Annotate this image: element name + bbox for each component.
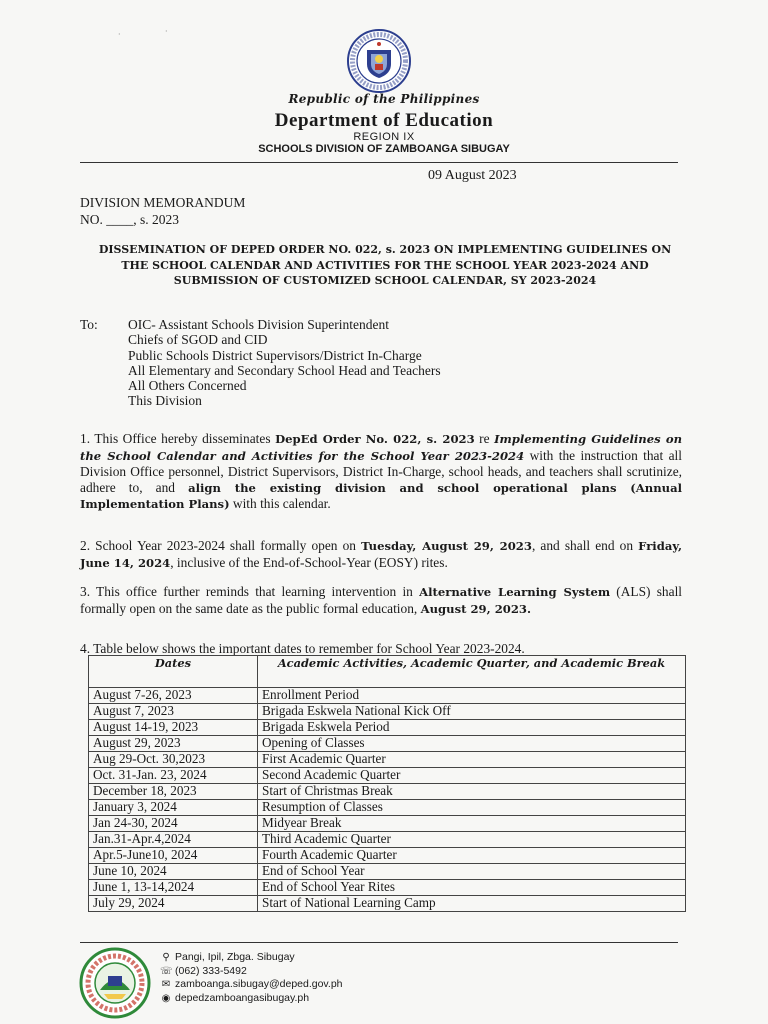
table-row (89, 720, 686, 736)
date-cell: Oct. 31-Jan. 23, 2024 (89, 768, 258, 784)
header-divider (80, 162, 678, 163)
paragraph-text: This office further reminds that learning intervention in (96, 584, 420, 599)
recipient-list (128, 317, 441, 409)
paragraph-number: 3. (80, 584, 91, 599)
table-row (89, 832, 686, 848)
activity-cell: End of School Year Rites (258, 880, 686, 896)
paragraph-text: School Year 2023-2024 shall formally open on (95, 538, 362, 553)
division-logo-icon (78, 946, 152, 1020)
division-heading: SCHOOLS DIVISION OF ZAMBOANGA SIBUGAY (258, 143, 510, 155)
table-header-row (89, 656, 686, 688)
activity-cell: Midyear Break (258, 816, 686, 832)
table-row (89, 784, 686, 800)
paragraph-text: with this calendar. (229, 496, 331, 511)
activity-cell: Resumption of Classes (258, 800, 686, 816)
table-row (89, 688, 686, 704)
telephone-icon: ☏ (160, 965, 173, 977)
paragraph-text: , inclusive of the End-of-School-Year (EOSY) rites. (170, 554, 448, 570)
location-pin-icon: ⚲ (162, 952, 170, 963)
region-heading: REGION IX (353, 131, 415, 143)
date-cell: January 3, 2024 (89, 800, 258, 816)
paragraph-number: 1. (80, 431, 91, 446)
globe-icon: ◉ (161, 992, 171, 1004)
memo-number: NO. ____, s. 2023 (80, 212, 180, 227)
table-row (89, 880, 686, 896)
recipient-item: All Others Concerned (128, 378, 247, 394)
activity-cell: Third Academic Quarter (258, 832, 686, 848)
date-cell: Apr.5-June10, 2024 (89, 848, 258, 864)
paragraph-2 (80, 538, 682, 571)
activity-cell: Brigada Eskwela National Kick Off (258, 704, 686, 720)
activity-cell: Opening of Classes (258, 736, 686, 752)
recipient-item: This Division (128, 393, 202, 409)
phone-text: (062) 333-5492 (175, 964, 247, 977)
activity-cell: Brigada Eskwela Period (258, 720, 686, 736)
paragraph-text: This Office hereby disseminates (94, 431, 276, 446)
closing-date: Friday, June 14, 2024 (80, 539, 682, 570)
email-row (160, 978, 343, 992)
deped-order-ref: DepEd Order No. 022, s. 2023 (275, 432, 475, 446)
activity-cell: First Academic Quarter (258, 752, 686, 768)
memo-date: 09 August 2023 (428, 168, 517, 183)
web-row (160, 992, 343, 1006)
date-cell: Jan.31-Apr.4,2024 (89, 832, 258, 848)
paragraph-1 (80, 431, 682, 513)
email-link[interactable]: zamboanga.sibugay@deped.gov.ph (175, 978, 343, 990)
scan-speck: · (165, 27, 168, 36)
column-header-activities: Academic Activities, Academic Quarter, and Academic Break (258, 656, 686, 688)
recipient-item: All Elementary and Secondary School Head and Teachers (128, 362, 441, 378)
memo-subject: DISSEMINATION OF DEPED ORDER NO. 022, s. 2023 ON IMPLEMENTING GUIDELINES ON THE SCHOOL CALENDAR AND ACTIVITIES FOR THE SCHOOL YEAR 2023-2024 AND SUBMISSION OF CUSTOMIZED SCHOOL CALENDAR, SY 2023-2024 (98, 243, 672, 287)
envelope-icon: ✉ (161, 979, 171, 990)
address-text: Pangi, Ipil, Zbga. Sibugay (175, 951, 295, 963)
table-body (89, 688, 686, 912)
recipient-item: Chiefs of SGOD and CID (128, 332, 268, 348)
deped-seal-icon (346, 28, 412, 94)
scan-speck: · (118, 30, 121, 39)
date-cell: August 7, 2023 (89, 704, 258, 720)
paragraph-text: with the instruction that all Division Office personnel, District Supervisors, District In-Charge, school heads, and teachers shall scrutinize, adhere to, and (80, 447, 682, 495)
table-row (89, 768, 686, 784)
department-heading: Department of Education (274, 110, 494, 131)
table-row (89, 736, 686, 752)
memo-type: DIVISION MEMORANDUM (80, 195, 246, 210)
activity-cell: Second Academic Quarter (258, 768, 686, 784)
republic-heading: Republic of the Philippines (288, 92, 480, 106)
table-row (89, 704, 686, 720)
als-label: Alternative Learning System (419, 585, 611, 599)
activity-cell: Enrollment Period (258, 688, 686, 704)
table-row (89, 896, 686, 912)
opening-date: Tuesday, August 29, 2023 (361, 539, 532, 553)
school-calendar-table (88, 655, 686, 912)
footer-divider (80, 942, 678, 943)
date-cell: July 29, 2024 (89, 896, 258, 912)
date-cell: June 1, 13-14,2024 (89, 880, 258, 896)
column-header-dates: Dates (89, 656, 258, 688)
paragraph-3 (80, 584, 682, 617)
recipient-item: Public Schools District Supervisors/District In-Charge (128, 347, 422, 363)
align-instruction: align the existing division and school operational plans (Annual Implementation Plans) (80, 480, 682, 511)
date-cell: August 7-26, 2023 (89, 688, 258, 704)
date-cell: December 18, 2023 (89, 784, 258, 800)
table-row (89, 816, 686, 832)
activity-cell: Fourth Academic Quarter (258, 848, 686, 864)
contact-info (160, 951, 343, 1005)
paragraph-text: Table below shows the important dates to remember for School Year 2023-2024. (93, 641, 525, 656)
date-cell: August 29, 2023 (89, 736, 258, 752)
table-row (89, 848, 686, 864)
als-opening-date: August 29, 2023. (420, 601, 531, 616)
phone-row (160, 965, 343, 979)
paragraph-text: (ALS) shall formally open on the same date as the public formal education, (80, 584, 683, 616)
date-cell: Jan 24-30, 2024 (89, 816, 258, 832)
date-cell: June 10, 2024 (89, 864, 258, 880)
address-row (160, 951, 343, 965)
date-cell: Aug 29-Oct. 30,2023 (89, 752, 258, 768)
table-row (89, 752, 686, 768)
memo-id-block (80, 194, 245, 228)
activity-cell: Start of Christmas Break (258, 784, 686, 800)
paragraph-number: 4. (80, 641, 91, 656)
activity-cell: End of School Year (258, 864, 686, 880)
order-title: Implementing Guidelines on the School Calendar and Activities for the School Year 2023-2024 (80, 432, 683, 463)
paragraph-text: re (474, 431, 495, 446)
recipient-item: OIC- Assistant Schools Division Superintendent (128, 317, 389, 332)
date-cell: August 14-19, 2023 (89, 720, 258, 736)
paragraph-number: 2. (80, 538, 91, 553)
to-label: To: (80, 317, 98, 332)
paragraph-text: , and shall end on (531, 538, 639, 553)
table-row (89, 800, 686, 816)
table-row (89, 864, 686, 880)
activity-cell: Start of National Learning Camp (258, 896, 686, 912)
web-link[interactable]: depedzamboangasibugay.ph (175, 991, 310, 1004)
